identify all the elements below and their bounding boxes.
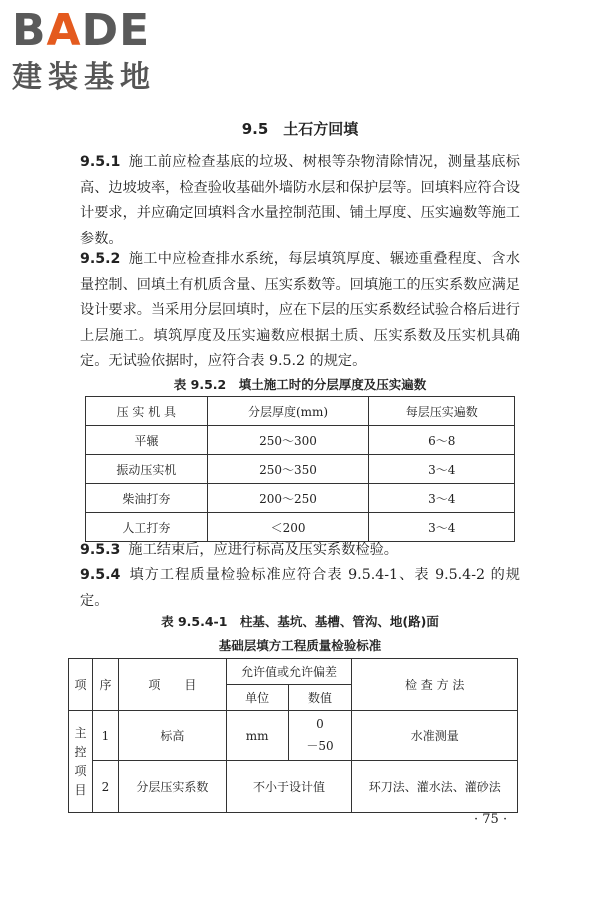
header-cell: 分层厚度(mm) [207,397,369,426]
clause-9-5-3 [80,538,520,564]
table-cell: 平辗 [86,426,208,455]
header-cell: 数值 [288,685,352,711]
table-cell: 不小于设计值 [226,761,352,813]
page-number: · 75 · [474,812,508,827]
clause-text: 施工前应检查基底的垃圾、树根等杂物清除情况，测量基底标高、边坡坡率，检查验收基础外墙防水层和保护层等。回填料应符合设计要求，并应确定回填料含水量控制范围、铺土厚度、压实遍数等施工参数。 [80,154,520,247]
table-row [86,455,515,484]
table-cell: 6～8 [369,426,515,455]
header-cell: 允许值或允许偏差 [226,659,352,685]
table-cell: 250～300 [207,426,369,455]
table-header-row [86,397,515,426]
clause-text: 施工结束后，应进行标高及压实系数检验。 [128,542,398,558]
clause-number: 9.5.4 [80,567,121,583]
header-cell: 项 [69,659,93,711]
clause-text: 施工中应检查排水系统，每层填筑厚度、辗迹重叠程度、含水量控制、回填土有机质含量、压实系数等。回填施工的压实系数应满足设计要求。当采用分层回填时，应在下层的压实系数经试验合格后进行上层施工。填筑厚度及压实遍数应根据土质、压实系数及压实机具确定。无试验依据时，应符合表 9.5.2 的规定。 [80,251,520,369]
table-cell: 柴油打夯 [86,484,208,513]
clause-text: 填方工程质量检验标准应符合表 9.5.4-1、表 9.5.4-2 的规定。 [80,567,520,609]
clause-number: 9.5.3 [80,542,121,558]
table-cell: ＜200 [207,513,369,542]
table-cell: 3～4 [369,484,515,513]
table-cell: 200～250 [207,484,369,513]
table-cell: 1 [92,711,118,761]
table-row [69,711,518,761]
table-cell: 3～4 [369,513,515,542]
table-cell: 2 [92,761,118,813]
table-cell: 水准测量 [352,711,518,761]
clause-number: 9.5.1 [80,154,121,170]
header-cell: 单位 [226,685,288,711]
header-cell: 检 查 方 法 [352,659,518,711]
table-952-caption: 表 9.5.2 填土施工时的分层厚度及压实遍数 [173,377,427,392]
table-header-row [69,659,518,685]
table-row [86,426,515,455]
table-cell: 分层压实系数 [118,761,226,813]
table-row [69,761,518,813]
value-upper: 0 [316,717,324,731]
logo-wordmark: BADE [12,5,151,56]
header-cell: 序 [92,659,118,711]
table-cell: mm [226,711,288,761]
table-cell: 振动压实机 [86,455,208,484]
table-cell: 环刀法、灌水法、灌砂法 [352,761,518,813]
table-cell: 人工打夯 [86,513,208,542]
logo-subtitle: 建装基地 [12,60,156,95]
clause-9-5-1 [80,150,520,252]
value-lower: －50 [306,739,334,753]
group-label-cell: 主控项目 [69,711,93,813]
brand-logo [12,6,182,96]
table-9541-caption-line2: 基础层填方工程质量检验标准 [218,638,382,653]
table-9541 [68,658,518,813]
table-952 [85,396,515,542]
section-heading: 9.5 土石方回填 [241,120,359,138]
header-cell: 每层压实遍数 [369,397,515,426]
table-cell: 3～4 [369,455,515,484]
header-cell: 压 实 机 具 [86,397,208,426]
table-cell: 250～350 [207,455,369,484]
table-row [86,484,515,513]
table-cell: 标高 [118,711,226,761]
clause-9-5-2 [80,247,520,375]
clause-number: 9.5.2 [80,251,121,267]
header-cell: 项 目 [118,659,226,711]
table-9541-caption-line1: 表 9.5.4-1 柱基、基坑、基槽、管沟、地(路)面 [161,614,439,629]
clause-9-5-4 [80,563,520,614]
table-cell [288,711,352,761]
